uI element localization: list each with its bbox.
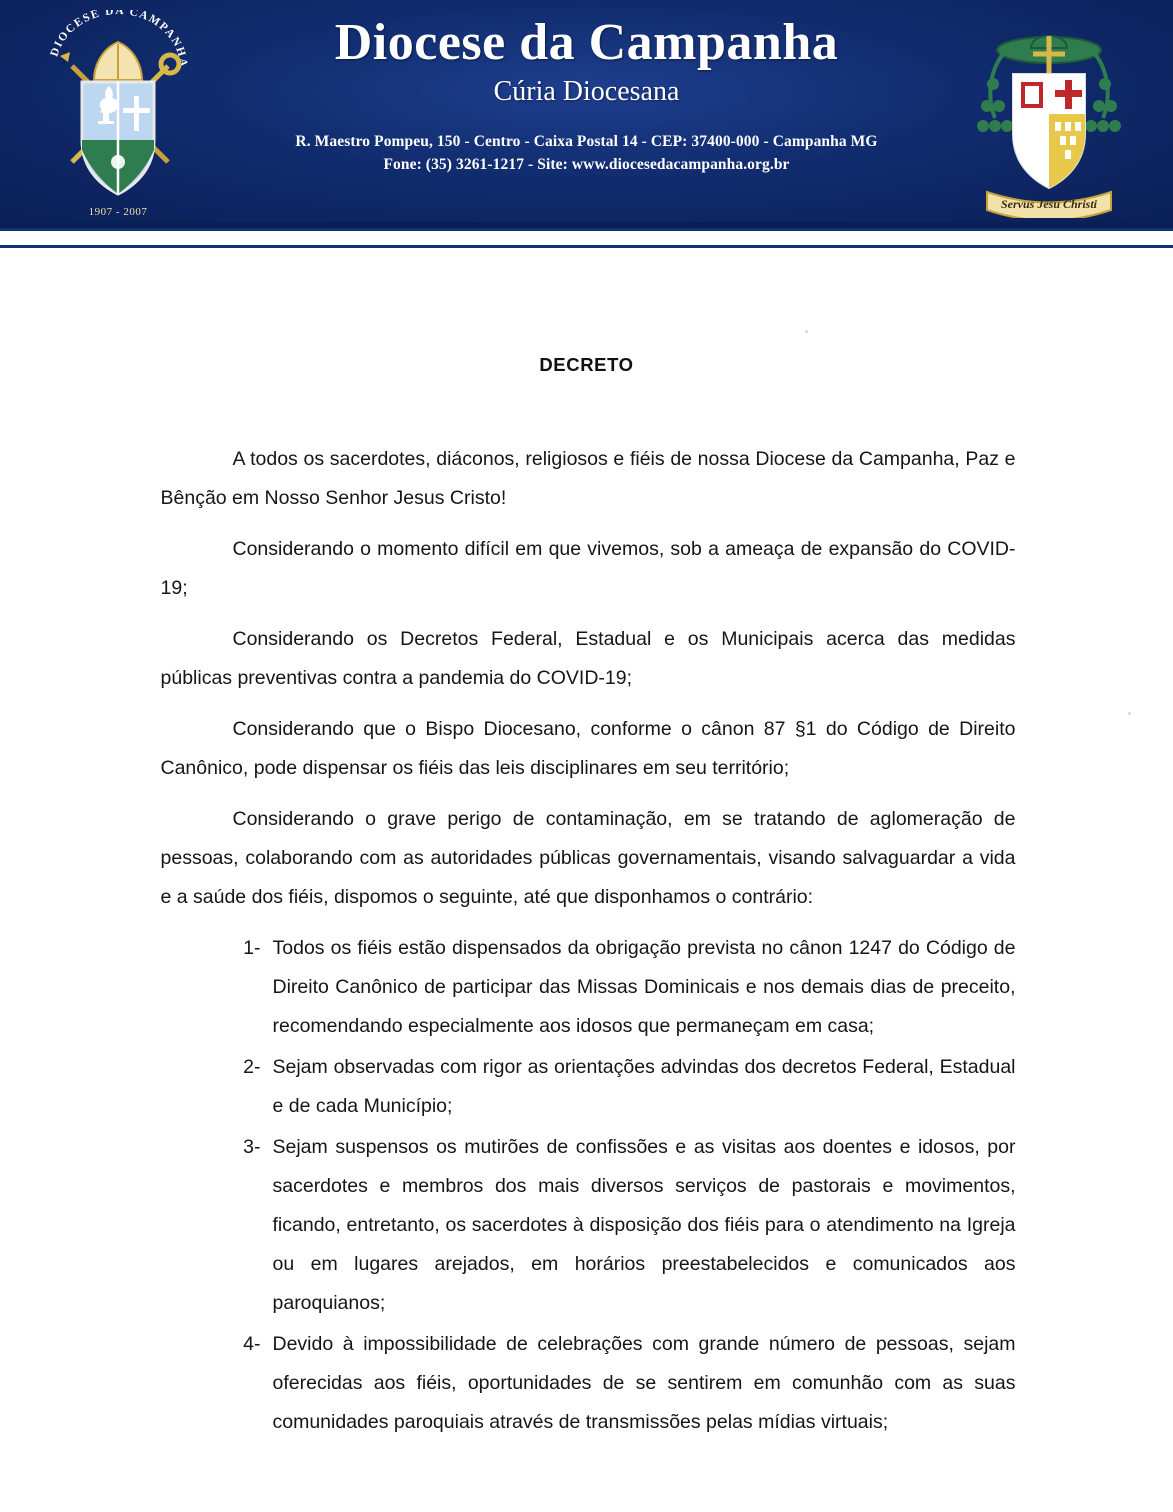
crest-years-label: 1907 - 2007 (88, 206, 148, 218)
list-item (161, 929, 1016, 1046)
paragraph-greeting: A todos os sacerdotes, diáconos, religiosos e fiéis de nossa Diocese da Campanha, Paz e Bênção em Nosso Senhor Jesus Cristo! (160, 448, 1016, 509)
paragraph-considering-4: Considerando o grave perigo de contaminação, em se tratando de aglomeração de pessoas, colaborando com as autoridades públicas governamentais, visando salvaguardar a vida e a saúde dos fiéis, dispomos o seguinte, até que disponhamos o contrário: (160, 808, 1016, 908)
svg-text:DIOCESE DA CAMPANHA: DIOCESE DA CAMPANHA (48, 10, 190, 69)
letterhead-banner (0, 0, 1173, 228)
bishop-arms-icon (969, 14, 1129, 218)
scan-artifact (1128, 712, 1131, 715)
paragraph-considering-3: Considerando que o Bispo Diocesano, conforme o cânon 87 §1 do Código de Direito Canônico, pode dispensar os fiéis das leis disciplinares em seu território; (160, 718, 1016, 779)
list-item (161, 1128, 1016, 1323)
list-item-number: 4- (243, 1333, 261, 1355)
svg-text:Servus Jesu Christi: Servus Jesu Christi (1000, 197, 1098, 211)
document-body (158, 440, 1016, 1442)
letterhead-text-block (200, 14, 973, 177)
diocese-coat-of-arms-left (42, 10, 194, 220)
list-item (161, 1048, 1016, 1126)
scan-artifact (805, 330, 808, 333)
curia-subtitle: Cúria Diocesana (493, 76, 680, 108)
address-line-1: R. Maestro Pompeu, 150 - Centro - Caixa Postal 14 - CEP: 37400-000 - Campanha MG (295, 133, 878, 151)
paragraph-considering-2: Considerando os Decretos Federal, Estadual e os Municipais acerca das medidas públicas preventivas contra a pandemia do COVID-19; (160, 628, 1016, 689)
list-item-text: Sejam observadas com rigor as orientações advindas dos decretos Federal, Estadual e de cada Município; (272, 1056, 1016, 1117)
list-item-number: 2- (243, 1056, 261, 1078)
address-line-2: Fone: (35) 3261-1217 - Site: www.diocesedacampanha.org.br (383, 156, 790, 174)
list-item-number: 3- (243, 1136, 261, 1158)
coat-of-arms-icon (42, 10, 194, 220)
list-item-text: Sejam suspensos os mutirões de confissões e as visitas aos doentes e idosos, por sacerdotes e membros dos mais diversos serviços de pastorais e movimentos, ficando, entretanto, os sacerdotes à disposição dos fiéis para o atendimento na Igreja ou em lugares arejados, em horários preestabelecidos e comunicados aos paroquianos; (272, 1136, 1016, 1314)
list-item-number: 1- (243, 937, 261, 959)
document-page (0, 242, 1173, 1444)
list-item-text: Todos os fiéis estão dispensados da obrigação prevista no cânon 1247 do Código de Direito Canônico de participar das Missas Dominicais e nos demais dias de preceito, recomendando especialmente aos idosos que permaneçam em casa; (272, 937, 1016, 1037)
page-title: DECRETO (539, 354, 634, 375)
list-item-text: Devido à impossibilidade de celebrações com grande número de pessoas, sejam oferecidas aos fiéis, oportunidades de se sentirem em comunhão com as suas comunidades paroquiais através de transmissões pelas mídias virtuais; (272, 1333, 1016, 1433)
paragraph-considering-1: Considerando o momento difícil em que vivemos, sob a ameaça de expansão do COVID-19; (160, 538, 1016, 599)
diocese-title: Diocese da Campanha (334, 14, 839, 71)
list-item (161, 1325, 1016, 1442)
decree-items-list (161, 929, 1016, 1442)
bishop-coat-of-arms-right (969, 14, 1129, 218)
